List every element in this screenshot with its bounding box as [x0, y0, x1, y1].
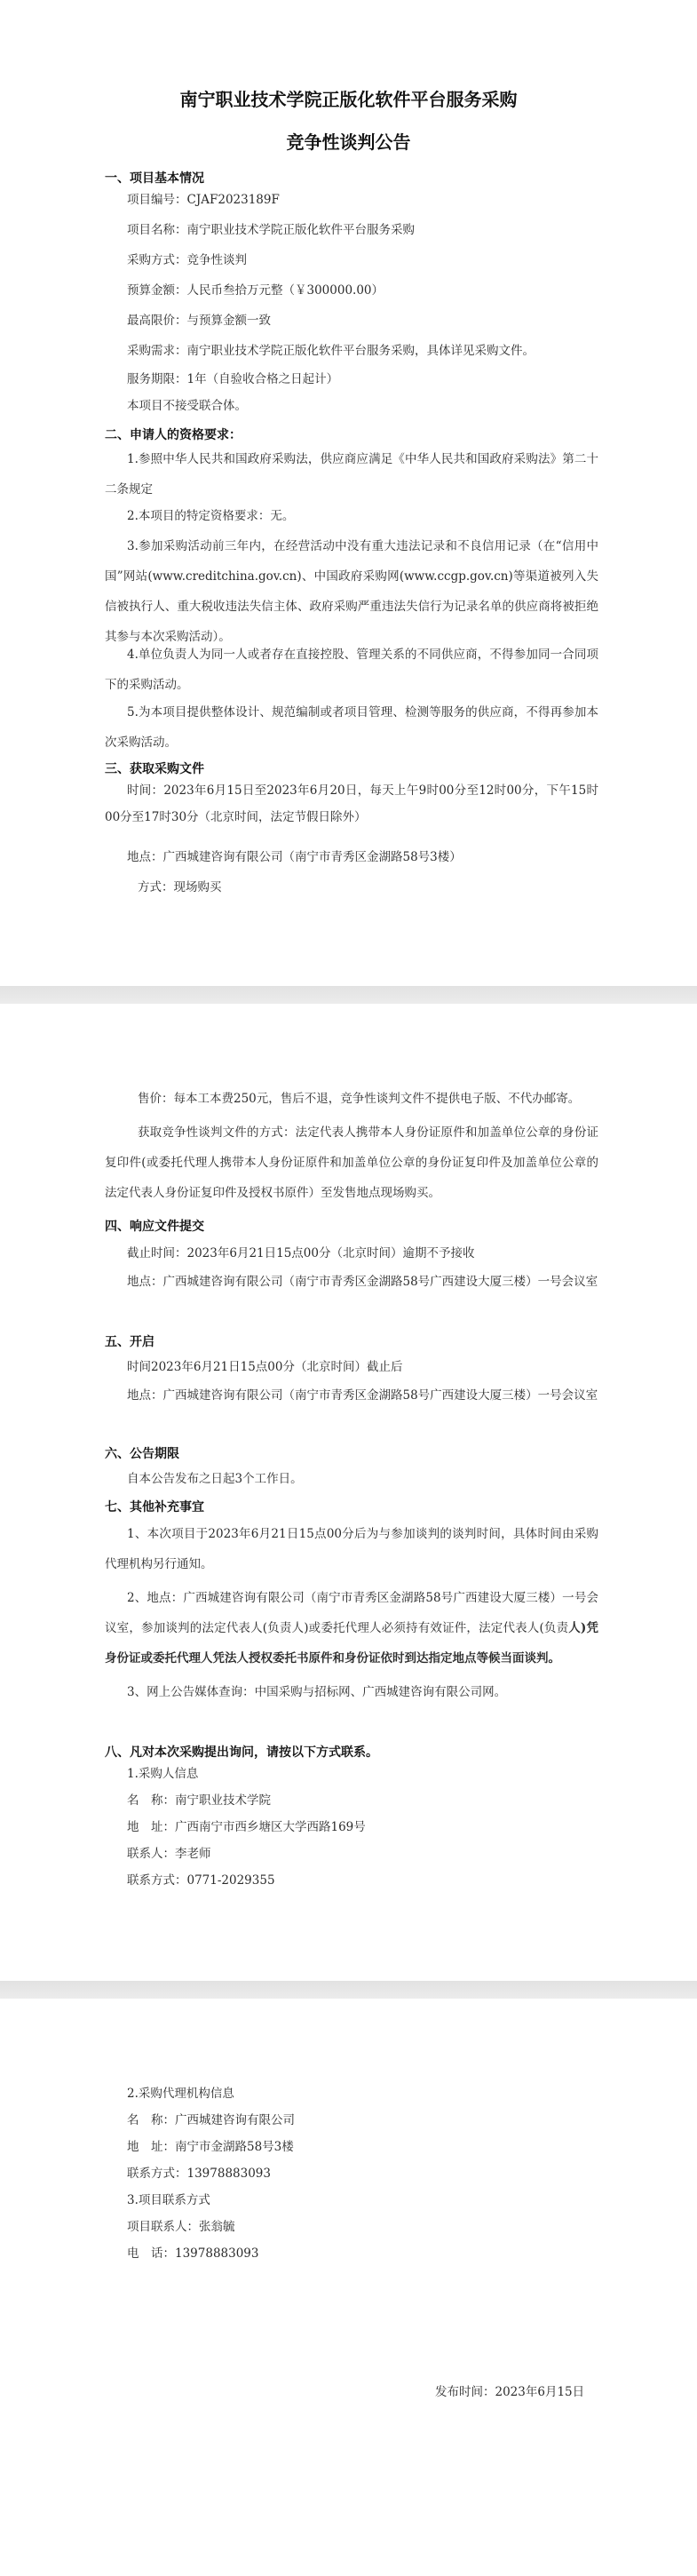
section-6-heading: 六、公告期限: [105, 1447, 179, 1461]
acquisition-requirements: 获取竞争性谈判文件的方式：法定代表人携带本人身份证原件和加盖单位公章的身份证复印件(或委托代理人携带本人身份证原件和加盖单位公章的身份证复印件及加盖单位公章的法定代表人身份证复印件及授权书原件）至发售地点现场购买。: [105, 1125, 598, 1200]
project-name: 项目名称：南宁职业技术学院正版化软件平台服务采购: [127, 223, 415, 237]
buyer-name: 名 称：南宁职业技术学院: [127, 1793, 271, 1808]
qualification-item-4: 4.单位负责人为同一人或者存在直接控股、管理关系的不同供应商，不得参加同一合同项下的采购活动。: [105, 648, 598, 692]
opening-time: 时间2023年6月21日15点00分（北京时间）截止后: [127, 1360, 403, 1374]
budget-amount: 预算金额：人民币叁拾万元整（￥300000.00）: [127, 283, 384, 298]
supplement-item-2: 2、地点：广西城建咨询有限公司（南宁市青秀区金湖路58号广西建设大厦三楼）一号会议室，参加谈判的法定代表人(负责人)或委托代理人必须持有效证件，法定代表人(负责人)凭身份证或委托代理人凭法人授权委托书原件和身份证依时到达指定地点等候当面谈判。: [105, 1591, 598, 1666]
document-page-1: [0, 0, 697, 986]
qualification-item-3: 3.参加采购活动前三年内，在经营活动中没有重大违法记录和不良信用记录（在“信用中国”网站(www.creditchina.gov.cn)、中国政府采购网(www.ccgp.gov.cn)等渠道被列入失信被执行人、重大税收违法失信主体、政府采购严重违法失信行为记录名单的供应商将被拒绝其参与本次采购活动）。: [105, 539, 598, 644]
supplement-item-3: 3、网上公告媒体查询：中国采购与招标网、广西城建咨询有限公司网。: [127, 1685, 507, 1699]
section-3-heading: 三、获取采购文件: [105, 762, 204, 776]
section-4-heading: 四、响应文件提交: [105, 1220, 204, 1234]
document-acquisition-time: 时间：2023年6月15日至2023年6月20日，每天上午9时00分至12时00分，下午15时00分至17时30分（北京时间，法定节假日除外）: [105, 783, 598, 824]
service-period: 服务期限：1年（自验收合格之日起计）: [127, 372, 339, 386]
qualification-item-5: 5.为本项目提供整体设计、规范编制或者项目管理、检测等服务的供应商，不得再参加本次采购活动。: [105, 705, 598, 750]
project-contact-phone: 电 话：13978883093: [127, 2246, 259, 2261]
agent-phone: 联系方式：13978883093: [127, 2167, 271, 2181]
page-separator: [0, 1981, 697, 1999]
document-page-2: [0, 1004, 697, 1981]
section-8-heading: 八、凡对本次采购提出询问，请按以下方式联系。: [105, 1745, 378, 1760]
project-number: 项目编号：CJAF2023189F: [127, 193, 280, 207]
buyer-phone: 联系方式：0771-2029355: [127, 1873, 275, 1888]
opening-place: 地点：广西城建咨询有限公司（南宁市青秀区金湖路58号广西建设大厦三楼）一号会议室: [127, 1388, 598, 1403]
document-subtitle: 竞争性谈判公告: [286, 131, 411, 153]
document-acquisition-method: 方式：现场购买: [138, 880, 222, 894]
announcement-period: 自本公告发布之日起3个工作日。: [127, 1472, 303, 1486]
agent-info-title: 2.采购代理机构信息: [127, 2087, 234, 2101]
buyer-info-title: 1.采购人信息: [127, 1767, 199, 1781]
buyer-address: 地 址：广西南宁市西乡塘区大学西路169号: [127, 1820, 366, 1834]
document-page-3: [0, 1999, 697, 2576]
document-acquisition-place: 地点：广西城建咨询有限公司（南宁市青秀区金湖路58号3楼）: [127, 850, 462, 864]
section-2-heading: 二、申请人的资格要求：: [105, 428, 242, 442]
buyer-contact: 联系人：李老师: [127, 1847, 211, 1861]
no-consortium: 本项目不接受联合体。: [127, 399, 247, 413]
agent-address: 地 址：南宁市金湖路58号3楼: [127, 2140, 294, 2154]
section-1-heading: 一、项目基本情况: [105, 171, 204, 186]
submission-place: 地点：广西城建咨询有限公司（南宁市青秀区金湖路58号广西建设大厦三楼）一号会议室: [127, 1275, 598, 1289]
project-contact-title: 3.项目联系方式: [127, 2193, 210, 2207]
supplement-item-1: 1、本次项目于2023年6月21日15点00分后为与参加谈判的谈判时间，具体时间由采购代理机构另行通知。: [105, 1527, 598, 1571]
publish-date: 发布时间：2023年6月15日: [435, 2385, 585, 2399]
section-7-heading: 七、其他补充事宜: [105, 1500, 204, 1515]
procurement-demand: 采购需求：南宁职业技术学院正版化软件平台服务采购，具体详见采购文件。: [127, 344, 535, 358]
agent-name: 名 称：广西城建咨询有限公司: [127, 2113, 295, 2127]
document-title: 南宁职业技术学院正版化软件平台服务采购: [179, 89, 518, 110]
project-contact-person: 项目联系人：张翁毓: [127, 2220, 235, 2234]
qualification-item-1: 1.参照中华人民共和国政府采购法，供应商应满足《中华人民共和国政府采购法》第二十二条规定: [105, 452, 598, 497]
procurement-method: 采购方式：竞争性谈判: [127, 253, 247, 267]
submission-deadline: 截止时间：2023年6月21日15点00分（北京时间）逾期不予接收: [127, 1246, 475, 1260]
max-price: 最高限价：与预算金额一致: [127, 314, 271, 328]
qualification-item-2: 2.本项目的特定资格要求：无。: [127, 509, 295, 523]
page-separator: [0, 986, 697, 1004]
document-price: 售价：每本工本费250元，售后不退，竞争性谈判文件不提供电子版、不代办邮寄。: [138, 1092, 581, 1106]
section-5-heading: 五、开启: [105, 1335, 154, 1349]
